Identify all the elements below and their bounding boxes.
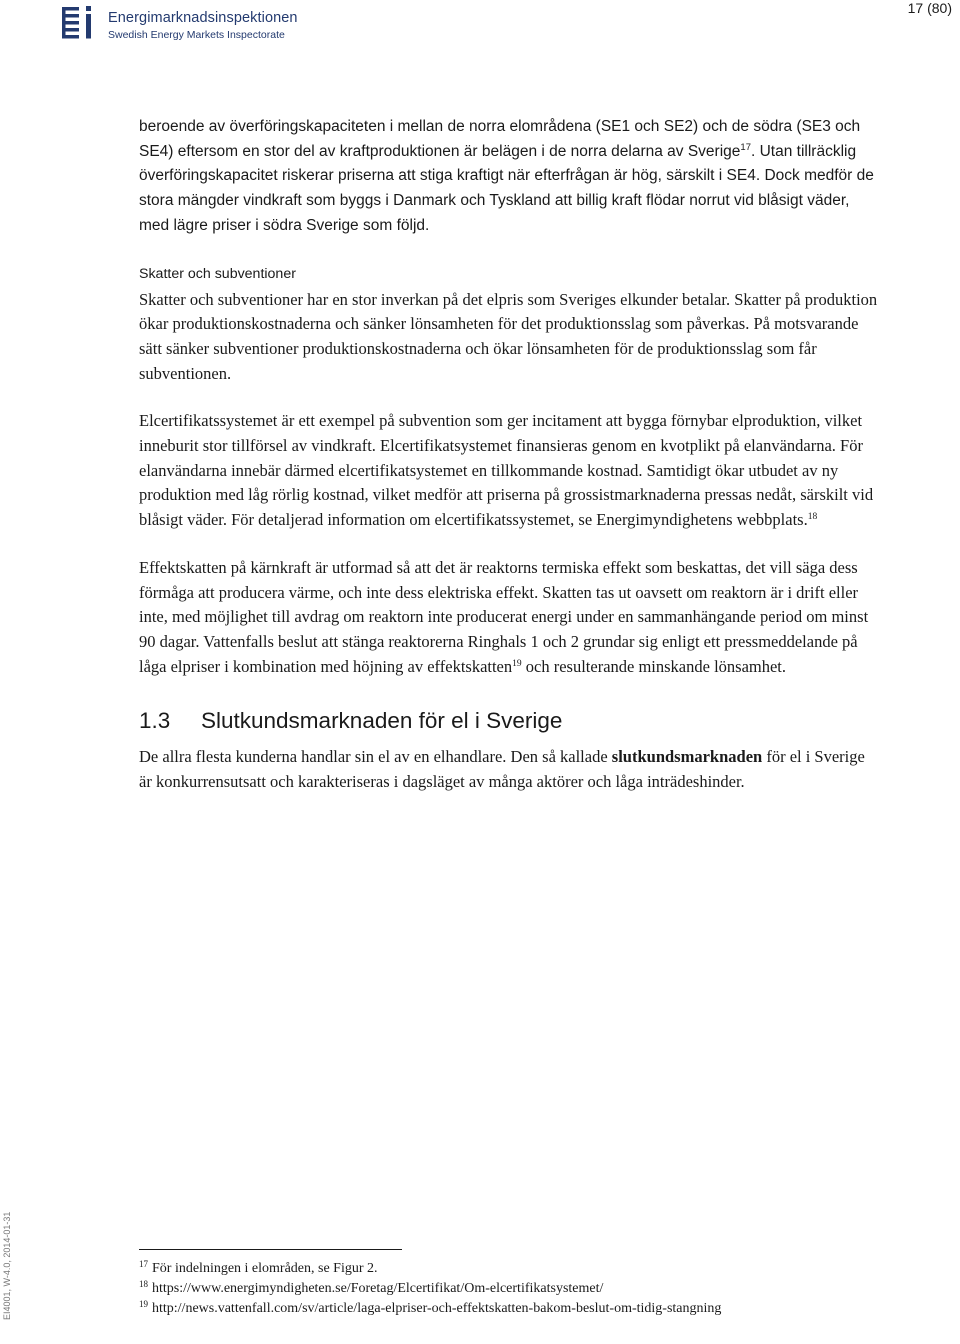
footnote-19[interactable]: $^{19}$ http://news.vattenfall.com/sv/article/laga-elpriser-och-effektskatten-bakom-beslut-om-tidig-stangning: [139, 1299, 722, 1316]
page-body: [139, 115, 879, 795]
footnote-ref-19[interactable]: 19: [512, 658, 522, 669]
footnote-18[interactable]: $^{18}$ https://www.energimyndigheten.se/Foretag/Elcertifikat/Om-elcertifikatsystemet/: [139, 1279, 604, 1296]
bold-term: slutkundsmarknaden: [611, 747, 763, 767]
footnote-17: $^{17}$ För indelningen i elområden, se Figur 2.: [139, 1259, 378, 1276]
section-number: 1.3: [139, 708, 171, 734]
footnote-ref-17[interactable]: 17: [740, 141, 751, 153]
paragraph-nuclear-tax: Effektskatten på kärnkraft är utformad så att det är reaktorns termiska effekt som beskattas, det vill säga dess förmåga att producera värme, och inte dess elektriska effekt. Skatten tas ut oavsett om reaktorn är i drift eller inte, med möjlighet till avdrag om reaktorn inte producerat energi under en sammanhängande period om minst 90 dagar. Vattenfalls beslut att stänga reaktorerna Ringhals 1 och 2 grundar sig enligt ett pressmeddelande på låga elpriser i kombination med höjning av effektskatten$^{19}$ och resulterande minskande lönsamhet.: [139, 557, 869, 676]
org-name-english: Swedish Energy Markets Inspectorate: [108, 29, 285, 41]
section-title: Slutkundsmarknaden för el i Sverige: [201, 708, 563, 734]
page-number: 17 (80): [907, 0, 952, 16]
footnote-link-19[interactable]: http://news.vattenfall.com/sv/article/laga-elpriser-och-effektskatten-bakom-beslut-om-tidig-stangning: [152, 1301, 722, 1316]
footnote-link-18[interactable]: https://www.energimyndigheten.se/Foretag/Elcertifikat/Om-elcertifikatsystemet/: [152, 1281, 604, 1296]
subheading-taxes: Skatter och subventioner: [139, 265, 296, 282]
header-logo: [60, 4, 305, 44]
paragraph-retail-market: De allra flesta kunderna handlar sin el av en elhandlare. Den så kallade slutkundsmarknaden för el i Sverige är konkurrensutsatt och karakteriseras i dagsläget av många aktörer och låga inträdeshinder.: [139, 747, 865, 792]
section-heading: [139, 707, 879, 735]
footnotes: [139, 1259, 879, 1319]
footnote-divider: [139, 1249, 402, 1250]
document-id-label: EI4001, W-4.0, 2014-01-31: [2, 1211, 12, 1320]
org-name: Energimarknadsinspektionen: [108, 10, 298, 26]
paragraph-elcertificates: Elcertifikatssystemet är ett exempel på subvention som ger incitament att bygga förnybar elproduktion, vilket inneburit stor tillförsel av vindkraft. Elcertifikatsystemet finansieras genom en kvotplikt på elanvändarna. För elanvändarna innebär därmed elcertifikatsystemet en tillkommande kostnad. Samtidigt ökar utbudet av ny produktion med låg rörlig kostnad, vilket medför att priserna på grossistmarknaderna pressas nedåt, särskilt vid blåsigt väder. För detaljerad information om elcertifikatssystemet, se Energimyndighetens webbplats.$^{18}$: [139, 411, 874, 530]
paragraph-transfer-capacity: beroende av överföringskapaciteten i mellan de norra elområdena (SE1 och SE2) och de södra (SE3 och SE4) eftersom en stor del av kraftproduktionen är belägen i de norra delarna av Sverige$^{17}$. Utan tillräcklig överföringskapacitet riskerar priserna att stiga kraftigt när efterfrågan är hög, särskilt i SE4. Dock medför de stora mängder vindkraft som byggs i Danmark och Tyskland att billig kraft flödar norrut vid blåsigt väder, med lägre priser i södra Sverige som följd.: [139, 118, 874, 234]
footnote-ref-18[interactable]: 18: [807, 512, 818, 523]
paragraph-taxes: Skatter och subventioner har en stor inverkan på det elpris som Sveriges elkunder betalar. Skatter på produktion ökar produktionskostnaderna och sänker lönsamheten för det produktionsslag som påverkas. På motsvarande sätt sänker subventioner produktionskostnaderna och ökar lönsamheten för de produktionsslag som får subventionen.: [139, 289, 878, 383]
ei-logo-icon: [60, 4, 102, 40]
